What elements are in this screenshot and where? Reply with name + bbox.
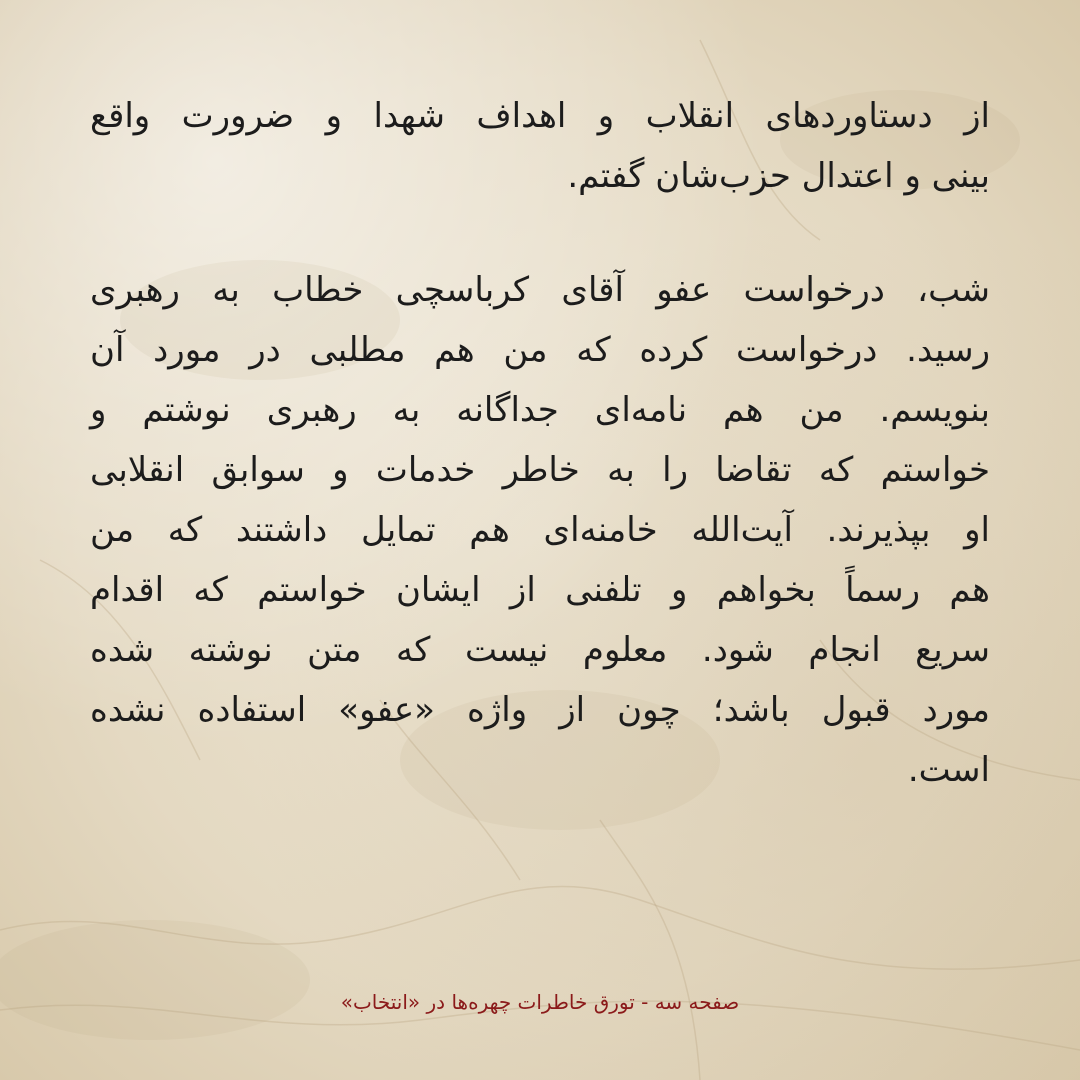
text-line: هم رسماً بخواهم و تلفنی از ایشان خواستم که اقدام: [90, 570, 990, 610]
text-line: او بپذیرند. آیت‌الله خامنه‌ای هم تمایل داشتند که من: [90, 510, 990, 550]
text-line: بنویسم. من هم نامه‌ای جداگانه به رهبری نوشتم و: [90, 390, 990, 430]
text-line: از دستاوردهای انقلاب و اهداف شهدا و ضرورت واقع: [90, 96, 990, 136]
text-line: شب، درخواست عفو آقای کرباسچی خطاب به رهبری: [90, 270, 990, 310]
text-line: خواستم که تقاضا را به خاطر خدمات و سوابق انقلابی: [90, 450, 990, 490]
text-line: بینی و اعتدال حزب‌شان گفتم.: [567, 156, 990, 196]
text-line: رسید. درخواست کرده که من هم مطلبی در مورد آن: [90, 330, 990, 370]
text-line: مورد قبول باشد؛ چون از واژه «عفو» استفاده نشده: [90, 690, 990, 730]
memoir-text: [90, 86, 990, 800]
text-line: است.: [907, 750, 990, 790]
paragraph-gap: [90, 206, 990, 260]
paragraph-2: [90, 260, 990, 800]
footer-caption: صفحه سه - تورق خاطرات چهره‌ها در «انتخاب»: [340, 990, 740, 1014]
text-line: سریع انجام شود. معلوم نیست که متن نوشته شده: [90, 630, 990, 670]
paragraph-1: [90, 86, 990, 206]
